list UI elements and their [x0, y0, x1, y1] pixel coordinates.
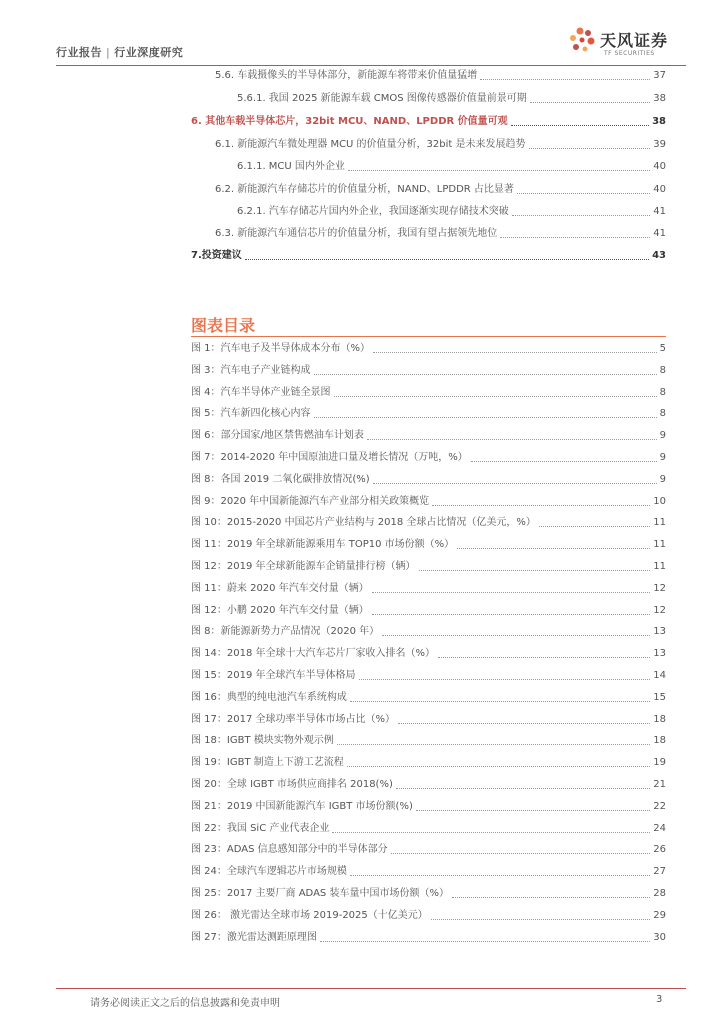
- toc-entry[interactable]: [215, 181, 666, 197]
- figure-leader: [539, 525, 650, 527]
- figure-entry[interactable]: [191, 558, 666, 574]
- report-type: 行业报告: [56, 46, 102, 59]
- figure-entry[interactable]: [191, 689, 666, 705]
- figure-entry-title: 图 8：各国 2019 二氧化碳排放情况(%): [191, 473, 370, 485]
- toc-entry[interactable]: [215, 67, 666, 83]
- figure-entry-title: 图 4：汽车半导体产业链全景图: [191, 386, 331, 398]
- figure-entry[interactable]: [191, 863, 666, 879]
- toc-entry-title: 6.1.1. MCU 国内外企业: [237, 161, 345, 172]
- figure-leader: [334, 395, 657, 397]
- toc-entry-title: 6.2. 新能源汽车存储芯片的价值量分析，NAND、LPDDR 占比显著: [215, 184, 514, 195]
- figure-leader: [396, 787, 650, 789]
- figure-entry-title: 图 7：2014-2020 年中国原油进口量及增长情况（万吨，%）: [191, 452, 468, 463]
- toc-entry-page: 40: [653, 184, 666, 195]
- figure-leader: [314, 373, 657, 375]
- logo-name-en: TF SECURITIES: [604, 50, 655, 57]
- figure-entry-title: 图 5：汽车新四化核心内容: [191, 408, 311, 420]
- toc-entry-title: 6.1. 新能源汽车微处理器 MCU 的价值量分析，32bit 是未来发展趋势: [215, 139, 526, 150]
- figure-entry-title: 图 21：2019 中国新能源汽车 IGBT 市场份额(%): [191, 800, 413, 812]
- figure-entry-title: 图 22：我国 SiC 产业代表企业: [191, 822, 330, 834]
- figure-entry[interactable]: [191, 362, 666, 378]
- figure-leader: [457, 547, 650, 549]
- figure-leader: [438, 656, 650, 658]
- figure-entry[interactable]: [191, 798, 666, 814]
- figure-leader: [416, 809, 650, 811]
- toc-chapter-page: 43: [652, 250, 666, 261]
- figure-entry-title: 图 19：IGBT 制造上下游工艺流程: [191, 757, 344, 769]
- figure-entry[interactable]: [191, 384, 666, 400]
- figure-entry-page: 12: [653, 582, 666, 594]
- figure-entry-page: 13: [653, 648, 666, 660]
- toc-entry[interactable]: [237, 158, 666, 174]
- toc-chapter-title: 7.投资建议: [191, 250, 242, 261]
- figure-entry-page: 27: [653, 866, 666, 878]
- figure-entry-page: 11: [653, 517, 666, 529]
- figure-entry-title: 图 23：ADAS 信息感知部分中的半导体部分: [191, 844, 388, 856]
- toc-chapter-title: 6. 其他车载半导体芯片，32bit MCU、NAND、LPDDR 价值量可观: [191, 116, 508, 127]
- figure-entry-title: 图 24：全球汽车逻辑芯片市场规模: [191, 866, 347, 878]
- toc-chapter[interactable]: [191, 247, 666, 263]
- figure-leader: [372, 591, 651, 593]
- figure-leader: [314, 416, 657, 418]
- figure-entry-title: 图 27：激光雷达测距原理图: [191, 931, 317, 943]
- figure-entry-page: 8: [659, 364, 666, 376]
- figure-entry-page: 9: [659, 430, 666, 442]
- figure-entry-page: 14: [653, 670, 666, 681]
- figure-entry[interactable]: [191, 602, 666, 618]
- toc-entry-page: 41: [653, 206, 666, 217]
- figure-entry-page: 22: [653, 800, 666, 812]
- figure-leader: [373, 482, 657, 484]
- figures-list-title: 图表目录: [191, 316, 256, 335]
- figure-leader: [471, 460, 657, 462]
- figure-entry-page: 13: [653, 626, 666, 638]
- figure-leader: [332, 831, 650, 833]
- figure-entry-page: 11: [653, 561, 666, 572]
- figure-entry[interactable]: [191, 514, 666, 530]
- figure-leader: [367, 438, 657, 440]
- toc-leader: [348, 169, 650, 171]
- figure-entry-title: 图 17：2017 全球功率半导体市场占比（%）: [191, 713, 396, 725]
- figure-leader: [372, 613, 651, 615]
- figure-entry-page: 15: [653, 691, 666, 703]
- figure-entry[interactable]: [191, 580, 666, 596]
- toc-chapter[interactable]: [191, 113, 666, 129]
- toc-entry-page: 37: [653, 70, 666, 81]
- toc-leader: [530, 101, 650, 103]
- figure-leader: [431, 918, 650, 920]
- figure-entry-page: 5: [659, 343, 666, 354]
- toc-entry[interactable]: [215, 136, 666, 152]
- figure-leader: [320, 940, 650, 942]
- toc-chapter-page: 38: [652, 116, 666, 127]
- report-subtype: 行业深度研究: [114, 46, 184, 59]
- figure-entry[interactable]: [191, 536, 666, 552]
- figure-entry-title: 图 9：2020 年中国新能源汽车产业部分相关政策概览: [191, 495, 430, 507]
- figure-entry-title: 图 3：汽车电子产业链构成: [191, 364, 311, 376]
- figure-entry[interactable]: [191, 841, 666, 857]
- figure-entry-page: 29: [653, 909, 666, 921]
- figure-entry-page: 18: [653, 735, 666, 747]
- figure-entry[interactable]: [191, 885, 666, 901]
- figure-leader: [350, 700, 650, 702]
- figure-entry[interactable]: [191, 405, 666, 421]
- toc-leader: [245, 258, 649, 260]
- report-category: [56, 44, 183, 60]
- figure-entry-title: 图 16：典型的纯电池汽车系统构成: [191, 691, 347, 703]
- figure-entry-title: 图 12：小鹏 2020 年汽车交付量（辆）: [191, 604, 369, 616]
- figure-entry-title: 图 25：2017 主要厂商 ADAS 装车量中国市场份额（%）: [191, 888, 449, 899]
- toc-leader: [500, 236, 650, 238]
- toc-entry-title: 5.6.1. 我国 2025 新能源车载 CMOS 图像传感器价值量前景可期: [237, 93, 527, 104]
- figure-entry-page: 21: [653, 779, 666, 790]
- figure-entry[interactable]: [191, 493, 666, 509]
- figure-entry-title: 图 10：2015-2020 中国芯片产业结构与 2018 全球占比情况（亿美元，%）: [191, 517, 536, 529]
- toc-entry-title: 6.3. 新能源汽车通信芯片的价值量分析，我国有望占据领先地位: [215, 228, 498, 239]
- figure-leader: [419, 569, 651, 571]
- figure-entry[interactable]: [191, 754, 666, 770]
- figure-entry-title: 图 6：部分国家/地区禁售燃油车计划表: [191, 430, 364, 442]
- figure-entry[interactable]: [191, 907, 666, 923]
- figure-entry-page: 28: [653, 888, 666, 899]
- figure-leader: [347, 765, 651, 767]
- toc-entry-page: 39: [653, 139, 666, 150]
- figure-entry-title: 图 14：2018 年全球十大汽车芯片厂家收入排名（%）: [191, 648, 436, 660]
- figure-entry-title: 图 26： 激光雷达全球市场 2019-2025（十亿美元）: [191, 909, 428, 921]
- toc-entry[interactable]: [237, 203, 666, 219]
- figure-entry[interactable]: [191, 645, 666, 661]
- figure-entry[interactable]: [191, 776, 666, 792]
- figure-entry[interactable]: [191, 623, 666, 639]
- figure-leader: [382, 634, 650, 636]
- figure-leader: [373, 351, 657, 353]
- figure-leader: [432, 504, 650, 506]
- figure-entry[interactable]: [191, 732, 666, 748]
- figure-entry-page: 9: [659, 452, 666, 463]
- figure-entry-title: 图 11：蔚来 2020 年汽车交付量（辆）: [191, 582, 369, 594]
- figure-leader: [452, 896, 650, 898]
- figure-entry-page: 26: [653, 844, 666, 856]
- figure-entry-page: 8: [659, 408, 666, 420]
- figure-entry-title: 图 11：2019 年全球新能源乘用车 TOP10 市场份额（%）: [191, 539, 455, 551]
- figure-entry-title: 图 1：汽车电子及半导体成本分布（%）: [191, 343, 371, 354]
- figure-entry-page: 19: [653, 757, 666, 769]
- toc-entry[interactable]: [215, 225, 666, 241]
- figure-entry-page: 10: [653, 495, 666, 507]
- figure-entry-page: 9: [659, 473, 666, 485]
- figure-entry[interactable]: [191, 427, 666, 443]
- figure-entry[interactable]: [191, 340, 666, 356]
- header-separator: |: [106, 46, 111, 59]
- toc-leader: [480, 78, 650, 80]
- figure-entry[interactable]: [191, 711, 666, 727]
- toc-entry-page: 40: [653, 161, 666, 172]
- figure-entry-title: 图 15：2019 年全球汽车半导体格局: [191, 670, 356, 681]
- figure-entry[interactable]: [191, 471, 666, 487]
- figure-entry-page: 30: [653, 931, 666, 943]
- toc-entry-page: 41: [653, 228, 666, 239]
- figure-entry[interactable]: [191, 449, 666, 465]
- figure-entry-title: 图 20：全球 IGBT 市场供应商排名 2018(%): [191, 779, 393, 790]
- footer-disclaimer: 请务必阅读正文之后的信息披露和免责申明: [90, 998, 280, 1009]
- toc-entry-title: 6.2.1. 汽车存储芯片国内外企业，我国逐渐实现存储技术突破: [237, 206, 509, 217]
- toc-entry-page: 38: [653, 93, 666, 104]
- figure-leader: [391, 852, 651, 854]
- figure-leader: [350, 874, 650, 876]
- figure-entry[interactable]: [191, 667, 666, 683]
- figure-entry[interactable]: [191, 820, 666, 836]
- figure-entry-title: 图 12：2019 年全球新能源车企销量排行榜（辆）: [191, 561, 416, 572]
- toc-leader: [511, 124, 649, 126]
- toc-entry-title: 5.6. 车载摄像头的半导体部分，新能源车将带来价值量猛增: [215, 70, 478, 81]
- figure-leader: [359, 678, 651, 680]
- toc-leader: [517, 192, 650, 194]
- figure-leader: [398, 722, 650, 724]
- figure-entry-page: 11: [653, 539, 666, 551]
- header-divider: [56, 65, 686, 66]
- toc-leader: [512, 214, 650, 216]
- figure-leader: [337, 743, 651, 745]
- figure-entry-page: 24: [653, 822, 666, 834]
- footer-divider: [56, 988, 686, 989]
- figure-entry-title: 图 18：IGBT 模块实物外观示例: [191, 735, 334, 747]
- figures-title-divider: [191, 336, 666, 337]
- figure-entry-page: 8: [659, 386, 666, 398]
- logo-name: 天风证券: [600, 31, 669, 50]
- toc-leader: [529, 147, 651, 149]
- page-number: 3: [656, 994, 663, 1005]
- figure-entry-page: 18: [653, 713, 666, 725]
- figure-entry-title: 图 8：新能源新势力产品情况（2020 年）: [191, 626, 380, 638]
- toc-entry[interactable]: [237, 90, 666, 106]
- figure-entry-page: 12: [653, 604, 666, 616]
- figure-entry[interactable]: [191, 929, 666, 945]
